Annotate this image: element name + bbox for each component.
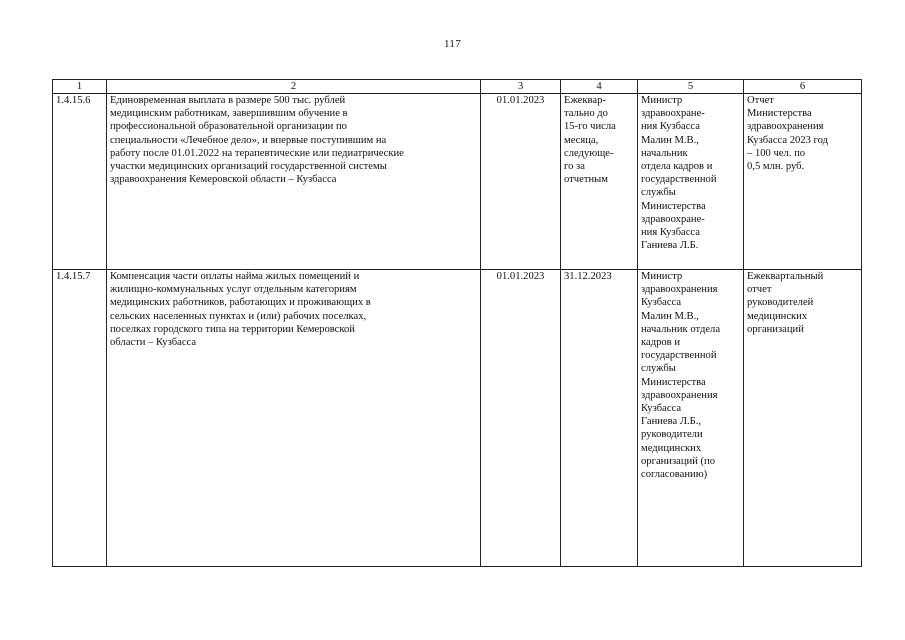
description-line: профессиональной образовательной организации по <box>110 121 347 133</box>
deadline-line: Ежеквар- <box>564 95 606 106</box>
report-form <box>744 270 862 567</box>
header-col-2: 2 <box>107 80 481 94</box>
deadline-line: тально до <box>564 108 608 120</box>
description-line: специальности «Лечебное дело», и впервые поступившим на <box>110 134 387 146</box>
description-line: сельских населенных пунктах и (или) рабочих поселках, <box>110 310 367 322</box>
report-line: здравоохранения <box>747 121 824 133</box>
description-line: поселках городского типа на территории Кемеровской <box>110 323 355 335</box>
description-line: Компенсация части оплаты найма жилых помещений и <box>110 271 360 282</box>
responsible-line: начальник отдела <box>641 323 721 335</box>
responsible-line: государственной <box>641 174 717 186</box>
responsible-line: здравоохране- <box>641 108 705 120</box>
report-form <box>744 94 862 270</box>
table-header-row <box>53 80 862 94</box>
description-line: медицинским работникам, завершившим обучение в <box>110 108 348 120</box>
report-line: организаций <box>747 323 804 335</box>
report-line: Кузбасса 2023 год <box>747 134 829 146</box>
responsible-line: Ганиева Л.Б. <box>641 240 699 252</box>
responsible-line: Министр <box>641 271 683 282</box>
deadline-line: 31.12.2023 <box>564 271 612 282</box>
description-line: здравоохранения Кемеровской области – Кузбасса <box>110 174 337 186</box>
page-number: 117 <box>444 38 461 50</box>
responsible-line: Министерства <box>641 376 706 388</box>
responsible-line: Малин М.В., <box>641 310 699 322</box>
report-line: – 100 чел. по <box>747 147 806 159</box>
report-line: Министерства <box>747 108 812 120</box>
deadline-line: го за <box>564 161 585 173</box>
report-line: 0,5 млн. руб. <box>747 161 805 173</box>
description-line: жилищно-коммунальных услуг отдельным категориям <box>110 284 357 296</box>
table-row <box>53 270 862 567</box>
responsible-line: службы <box>641 363 676 375</box>
item-number: 1.4.15.7 <box>53 270 107 567</box>
responsible-line: государственной <box>641 350 717 362</box>
deadline-line: следующе- <box>564 147 614 159</box>
item-description <box>107 270 481 567</box>
responsible-line: руководители <box>641 429 703 441</box>
deadline <box>561 94 638 270</box>
responsible-line: здравоохране- <box>641 213 705 225</box>
responsible-line: Министр <box>641 95 683 106</box>
report-line: Отчет <box>747 95 774 106</box>
header-col-1: 1 <box>53 80 107 94</box>
responsible-line: организаций (по <box>641 455 716 467</box>
table-row <box>53 94 862 270</box>
start-date: 01.01.2023 <box>481 94 561 270</box>
report-line: медицинских <box>747 310 808 322</box>
report-line: руководителей <box>747 297 814 309</box>
description-line: участки медицинских организаций государственной системы <box>110 161 387 173</box>
responsible-line: согласованию) <box>641 469 708 481</box>
responsible-line: службы <box>641 187 676 199</box>
deadline <box>561 270 638 567</box>
responsible-line: Кузбасса <box>641 297 682 309</box>
responsible-line: ния Кузбасса <box>641 227 700 239</box>
deadline-line: 15-го числа <box>564 121 616 133</box>
description-line: медицинских работников, работающих и проживающих в <box>110 297 371 309</box>
responsible-line: Малин М.В., <box>641 134 699 146</box>
report-line: отчет <box>747 284 772 296</box>
responsible-line: Кузбасса <box>641 403 682 415</box>
description-line: области – Кузбасса <box>110 337 197 349</box>
responsible-line: Министерства <box>641 200 706 212</box>
start-date: 01.01.2023 <box>481 270 561 567</box>
responsible-line: кадров и <box>641 337 680 349</box>
responsible-line: ния Кузбасса <box>641 121 700 133</box>
responsible-line: здравоохранения <box>641 389 718 401</box>
responsible-line: Ганиева Л.Б., <box>641 416 702 428</box>
responsible-line: медицинских <box>641 442 702 454</box>
description-line: Единовременная выплата в размере 500 тыс. рублей <box>110 95 346 106</box>
item-number: 1.4.15.6 <box>53 94 107 270</box>
header-col-4: 4 <box>561 80 638 94</box>
responsible-line: отдела кадров и <box>641 161 713 173</box>
responsible-persons <box>638 94 744 270</box>
description-line: работу после 01.01.2022 на терапевтические или педиатрические <box>110 147 404 159</box>
plan-table <box>52 79 862 567</box>
header-col-5: 5 <box>638 80 744 94</box>
responsible-persons <box>638 270 744 567</box>
item-description <box>107 94 481 270</box>
deadline-line: отчетным <box>564 174 608 186</box>
report-line: Ежеквартальный <box>747 271 824 282</box>
responsible-line: здравоохранения <box>641 284 718 296</box>
deadline-line: месяца, <box>564 134 599 146</box>
header-col-6: 6 <box>744 80 862 94</box>
responsible-line: начальник <box>641 147 688 159</box>
header-col-3: 3 <box>481 80 561 94</box>
